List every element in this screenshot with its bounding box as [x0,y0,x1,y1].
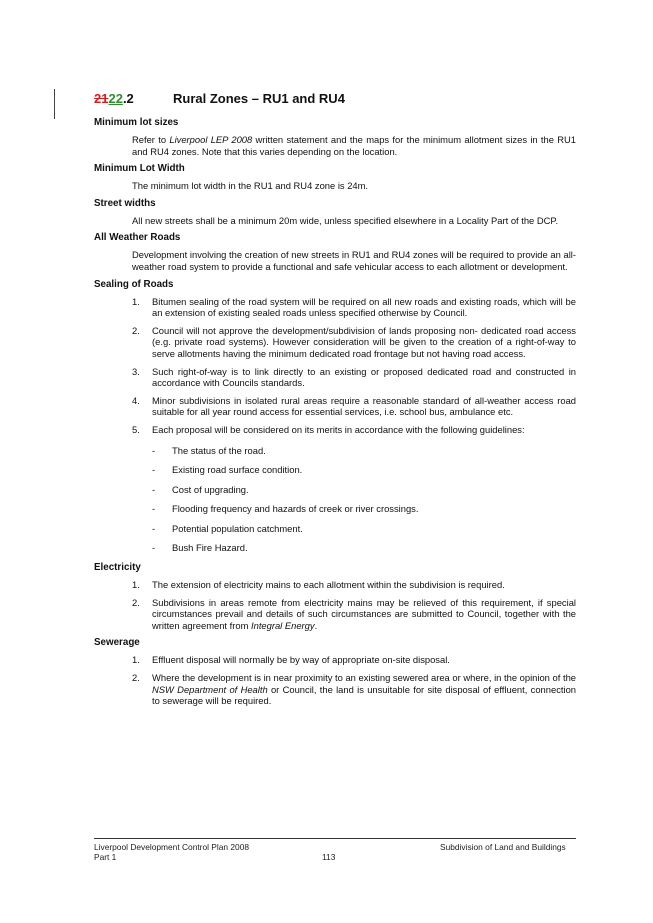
sewerage-heading: Sewerage [94,637,140,649]
street-widths-heading: Street widths [94,197,156,209]
list-number: 2. [132,596,140,608]
list-text: Minor subdivisions in isolated rural areas require a reasonable standard of all-weather access road suitable for all year round access for essential services, i.e. school bus, ambulance etc. [152,394,576,418]
list-number: 1. [132,654,140,666]
text-run: Refer to [132,134,170,145]
guideline-item [152,503,576,515]
guideline-text: Flooding frequency and hazards of creek or river crossings. [172,503,419,515]
guideline-item [152,484,576,496]
section-title: Rural Zones – RU1 and RU4 [173,91,345,106]
guideline-item [152,445,576,457]
sealing-of-roads-heading: Sealing of Roads [94,278,174,290]
dash-bullet: - [152,444,156,456]
list-text: Council will not approve the development/subdivision of lands proposing non- dedicated road access (e.g. private road systems). However consideration will be given to the creation of a right-of-way to serve allotments having the minimum dedicated road frontage but not having road access. [152,324,576,359]
guideline-text: The status of the road. [172,444,266,456]
text-run: written statement and the maps for the minimum allotment sizes in the RU1 and RU4 zones. Note that this varies depending on the location. [132,134,577,157]
list-text: . [314,619,318,631]
min-lot-sizes-heading: Minimum lot sizes [94,117,179,128]
min-lot-width-heading: Minimum Lot Width [94,163,185,175]
list-item [94,654,576,666]
dash-bullet: - [152,503,156,515]
sewerage-list [94,654,576,706]
guideline-text: Potential population catchment. [172,522,303,534]
list-item [94,366,576,389]
section-number-deleted: 21 [94,91,109,106]
list-number: 4. [132,394,140,406]
list-item [94,395,576,418]
footer-divider [94,838,576,839]
list-text: The extension of electricity mains to each allotment within the subdivision is required. [152,579,505,591]
min-lot-width-text: The minimum lot width in the RU1 and RU4 zone is 24m. [132,180,369,192]
list-number: 3. [132,365,140,377]
list-number: 2. [132,672,140,684]
list-item [94,424,576,439]
list-number: 1. [132,295,140,307]
guideline-item [152,464,576,476]
list-text: Effluent disposal will normally be by way of appropriate on-site disposal. [152,654,450,666]
list-text: Such right-of-way is to link directly to an existing or proposed dedicated road and constructed in accordance with Councils standards. [152,365,576,389]
min-lot-sizes-text [132,134,576,157]
electricity-list [94,579,576,631]
section-number-inserted: 22 [108,91,123,106]
section-number-suffix: .2 [122,91,134,106]
dash-bullet: - [152,464,156,476]
guideline-item [152,542,576,554]
list-text: Where the development is in near proximity to an existing sewered area or where, in the opinion of the [152,672,576,684]
page-number: 113 [322,852,336,862]
dash-bullet: - [152,542,156,554]
guideline-text: Existing road surface condition. [172,464,303,476]
section-heading [94,91,345,106]
energy-provider: Integral Energy [251,619,315,631]
guideline-item [152,523,576,535]
document-body [94,117,576,713]
list-item [94,325,576,360]
list-item [94,296,576,319]
guidelines-list [152,445,576,555]
list-number: 1. [132,579,140,591]
list-number: 5. [132,423,140,435]
guideline-text: Cost of upgrading. [172,483,249,495]
health-department: NSW Department of Health [152,683,268,695]
lep-reference: Liverpool LEP 2008 [169,134,253,145]
list-text: Subdivisions in areas remote from electricity mains may be relieved of this requirement, if special circumstances prevail and details of such circumstances are submitted to Council, together with the written agreement from [152,596,576,631]
list-number: 2. [132,324,140,336]
list-text: or Council, the land is unsuitable for site disposal of effluent, connection to sewerage will be required. [152,683,576,707]
footer-part: Part 1 [94,852,117,862]
list-item [94,672,576,707]
list-text: Each proposal will be considered on its merits in accordance with the following guidelines: [152,423,525,435]
list-text: Bitumen sealing of the road system will be required on all new roads and existing roads, which will be an extension of existing sealed roads unless specified otherwise by Council. [152,295,576,319]
list-item [94,579,576,591]
dash-bullet: - [152,522,156,534]
list-item [94,597,576,632]
guideline-text: Bush Fire Hazard. [172,542,248,554]
electricity-heading: Electricity [94,562,141,574]
dash-bullet: - [152,483,156,495]
all-weather-roads-heading: All Weather Roads [94,232,181,244]
all-weather-roads-text: Development involving the creation of new streets in RU1 and RU4 zones will be required to provide an all-weather road system to provide a functional and safe vehicular access to each allotment or development. [132,249,576,272]
footer-document-title: Liverpool Development Control Plan 2008 [94,842,250,852]
revision-change-bar [54,89,55,119]
sealing-list [94,296,576,439]
street-widths-text: All new streets shall be a minimum 20m wide, unless specified elsewhere in a Locality Part of the DCP. [132,214,559,226]
footer-chapter-title: Subdivision of Land and Buildings [440,842,566,852]
